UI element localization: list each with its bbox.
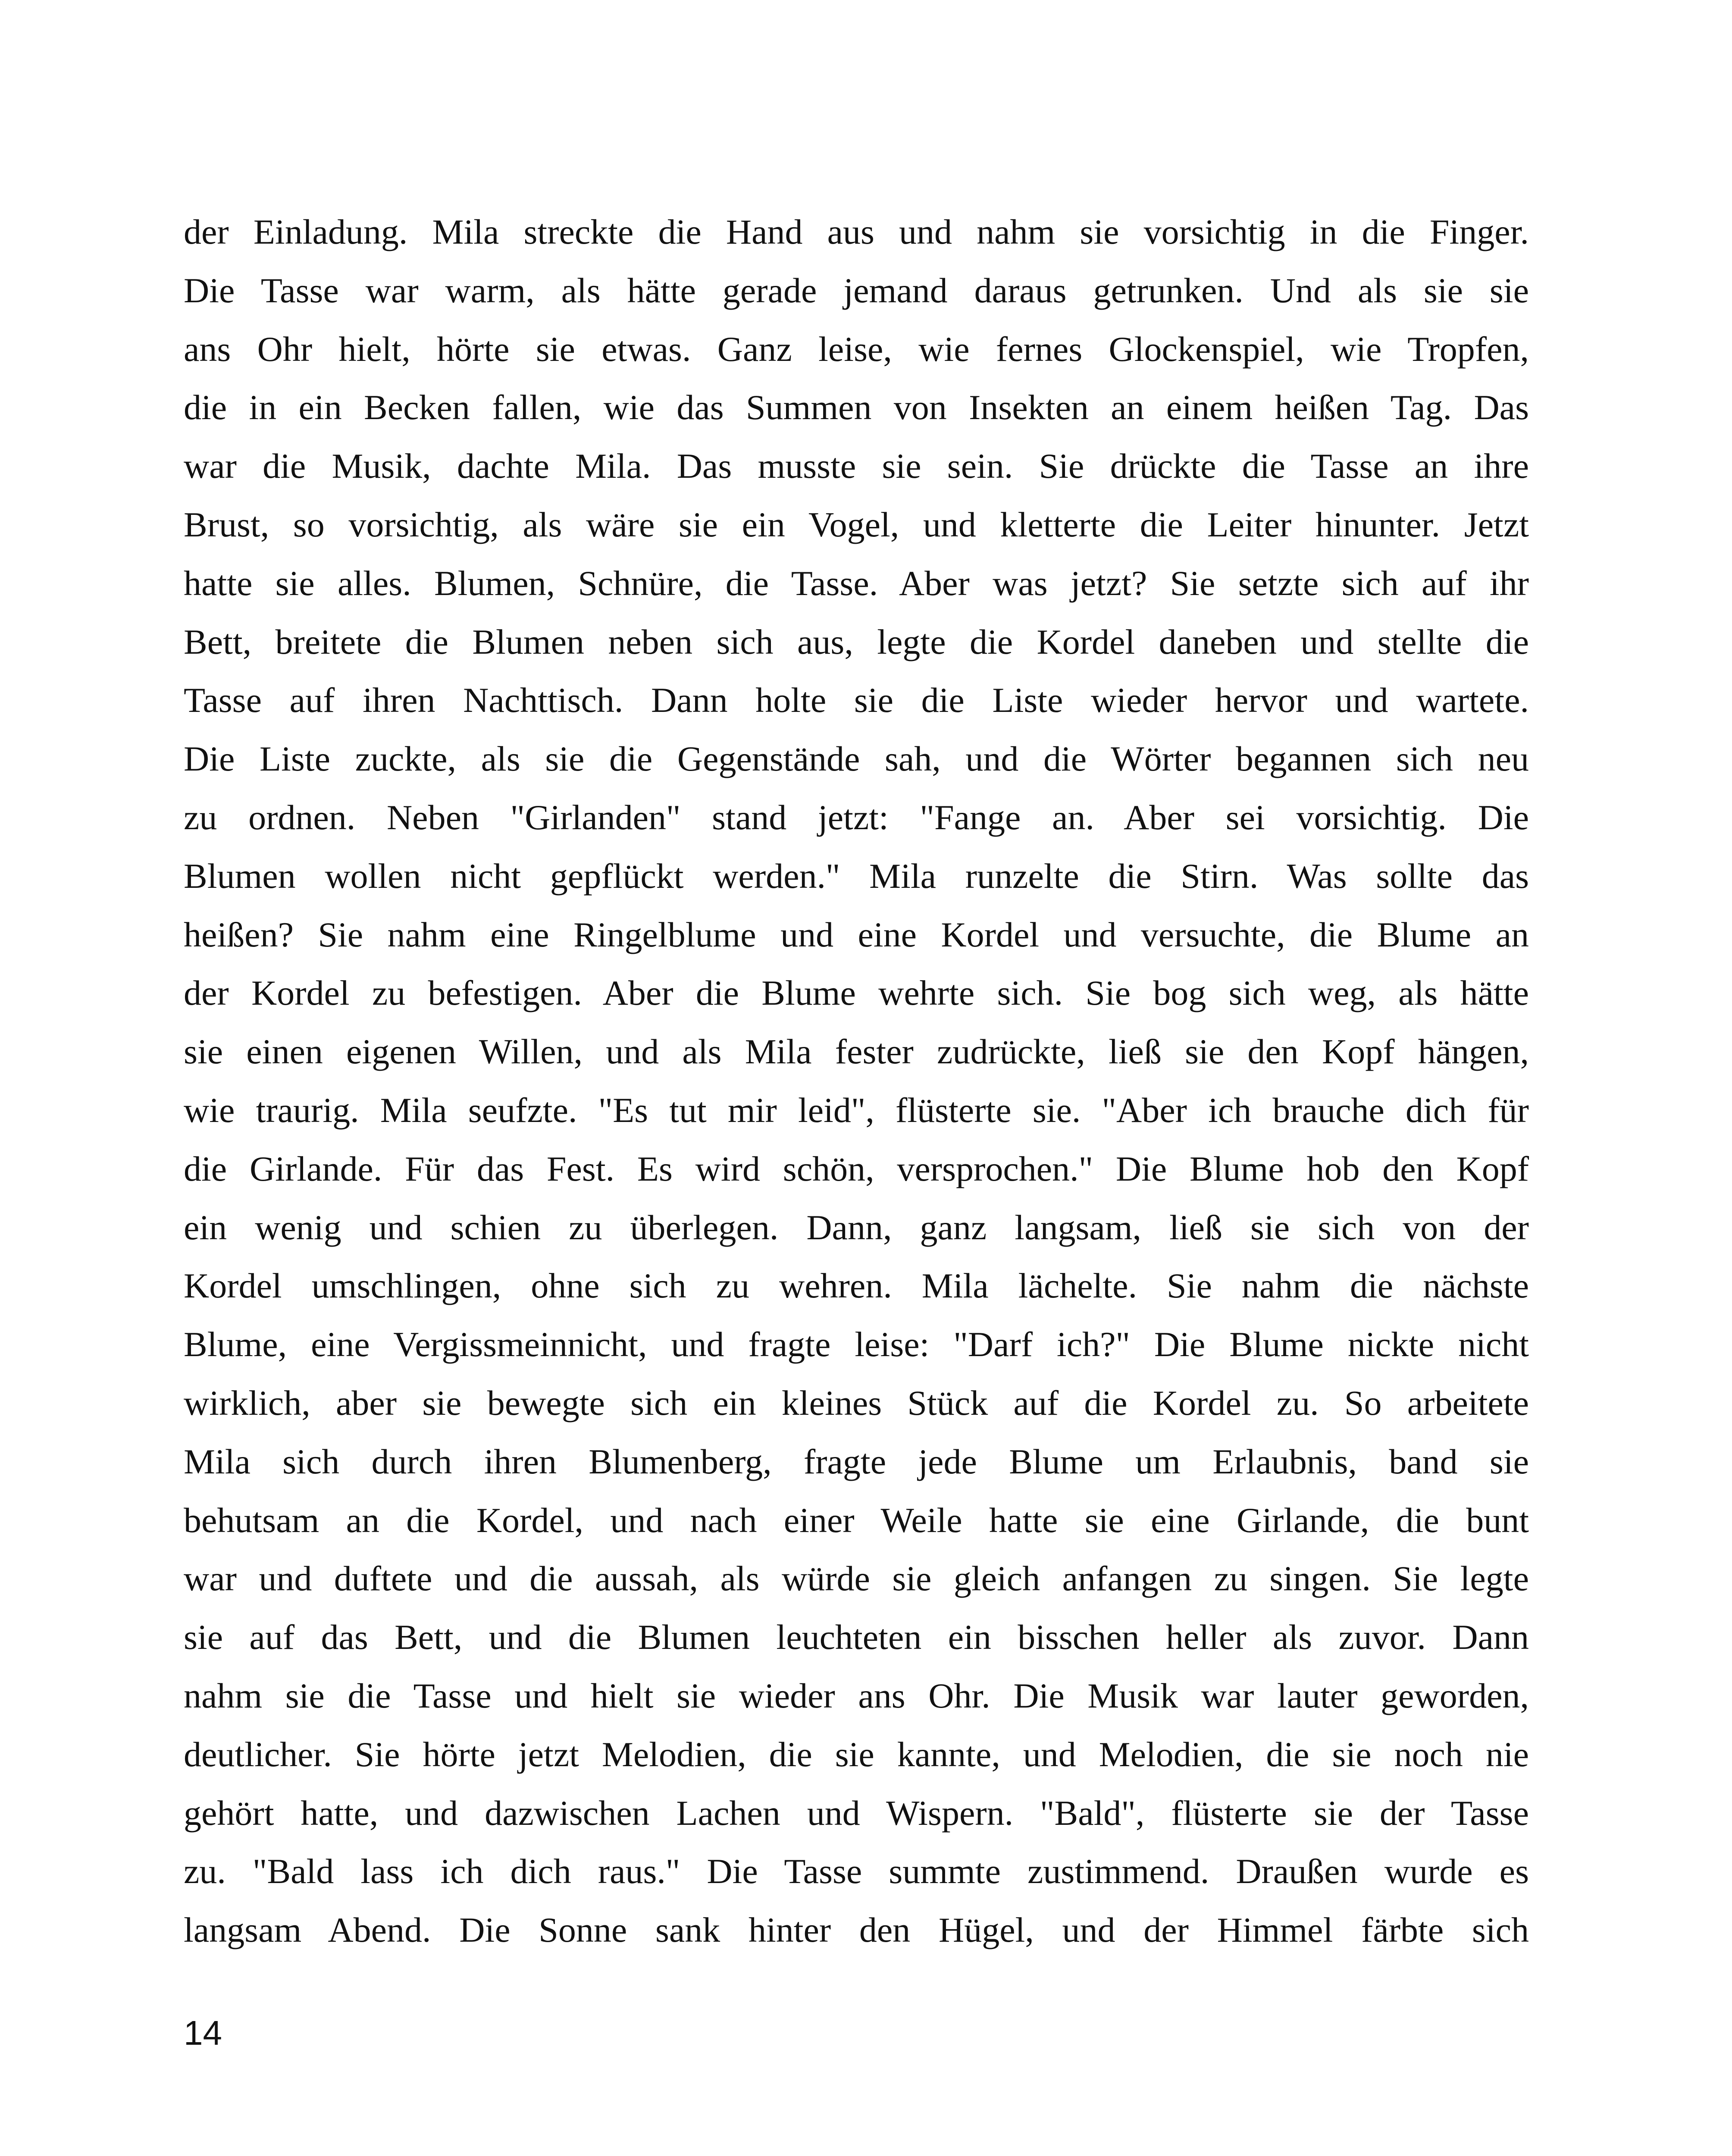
text-line: deutlicher. Sie hörte jetzt Melodien, die sie kannte, und Melodien, die sie noch nie (184, 1734, 1529, 1774)
text-line: sie einen eigenen Willen, und als Mila fester zudrückte, ließ sie den Kopf hängen, (184, 1032, 1529, 1072)
text-line: der Kordel zu befestigen. Aber die Blume wehrte sich. Sie bog sich weg, als hätte (184, 973, 1529, 1013)
text-line: wie traurig. Mila seufzte. "Es tut mir leid", flüsterte sie. "Aber ich brauche dich für (184, 1090, 1529, 1130)
text-line: Die Tasse war warm, als hätte gerade jemand daraus getrunken. Und als sie sie (184, 270, 1529, 310)
text-line: Mila sich durch ihren Blumenberg, fragte jede Blume um Erlaubnis, band sie (184, 1442, 1529, 1481)
text-line: zu ordnen. Neben "Girlanden" stand jetzt: "Fange an. Aber sei vorsichtig. Die (184, 797, 1529, 837)
text-line: gehört hatte, und dazwischen Lachen und Wispern. "Bald", flüsterte sie der Tasse (184, 1793, 1529, 1833)
body-text (184, 203, 1529, 1959)
text-line: Tasse auf ihren Nachttisch. Dann holte sie die Liste wieder hervor und wartete. (184, 680, 1529, 720)
text-line: Blumen wollen nicht gepflückt werden." Mila runzelte die Stirn. Was sollte das (184, 856, 1529, 896)
text-line: hatte sie alles. Blumen, Schnüre, die Tasse. Aber was jetzt? Sie setzte sich auf ihr (184, 563, 1529, 603)
text-line: nahm sie die Tasse und hielt sie wieder ans Ohr. Die Musik war lauter geworden, (184, 1676, 1529, 1715)
text-line: zu. "Bald lass ich dich raus." Die Tasse summte zustimmend. Draußen wurde es (184, 1852, 1529, 1891)
text-line: ein wenig und schien zu überlegen. Dann, ganz langsam, ließ sie sich von der (184, 1207, 1529, 1247)
text-line: sie auf das Bett, und die Blumen leuchteten ein bisschen heller als zuvor. Dann (184, 1617, 1529, 1657)
text-line: wirklich, aber sie bewegte sich ein kleines Stück auf die Kordel zu. So arbeitete (184, 1383, 1529, 1423)
text-line: behutsam an die Kordel, und nach einer Weile hatte sie eine Girlande, die bunt (184, 1500, 1529, 1540)
text-line: die in ein Becken fallen, wie das Summen von Insekten an einem heißen Tag. Das (184, 388, 1529, 427)
text-line: war die Musik, dachte Mila. Das musste sie sein. Sie drückte die Tasse an ihre (184, 446, 1529, 486)
text-line: der Einladung. Mila streckte die Hand aus und nahm sie vorsichtig in die Finger. (184, 212, 1529, 251)
text-line: Die Liste zuckte, als sie die Gegenstände sah, und die Wörter begannen sich neu (184, 739, 1529, 779)
text-line: Kordel umschlingen, ohne sich zu wehren. Mila lächelte. Sie nahm die nächste (184, 1266, 1529, 1306)
text-line: langsam Abend. Die Sonne sank hinter den Hügel, und der Himmel färbte sich (184, 1910, 1529, 1950)
text-line: ans Ohr hielt, hörte sie etwas. Ganz leise, wie fernes Glockenspiel, wie Tropfen, (184, 329, 1529, 369)
text-line: heißen? Sie nahm eine Ringelblume und eine Kordel und versuchte, die Blume an (184, 915, 1529, 954)
text-line: Blume, eine Vergissmeinnicht, und fragte leise: "Darf ich?" Die Blume nickte nicht (184, 1325, 1529, 1364)
text-line: Bett, breitete die Blumen neben sich aus, legte die Kordel daneben und stellte die (184, 622, 1529, 661)
text-line: die Girlande. Für das Fest. Es wird schön, versprochen." Die Blume hob den Kopf (184, 1149, 1529, 1188)
text-line: Brust, so vorsichtig, als wäre sie ein Vogel, und kletterte die Leiter hinunter. Jetzt (184, 505, 1529, 544)
page-number: 14 (184, 2014, 222, 2052)
text-line: war und duftete und die aussah, als würde sie gleich anfangen zu singen. Sie legte (184, 1559, 1529, 1598)
